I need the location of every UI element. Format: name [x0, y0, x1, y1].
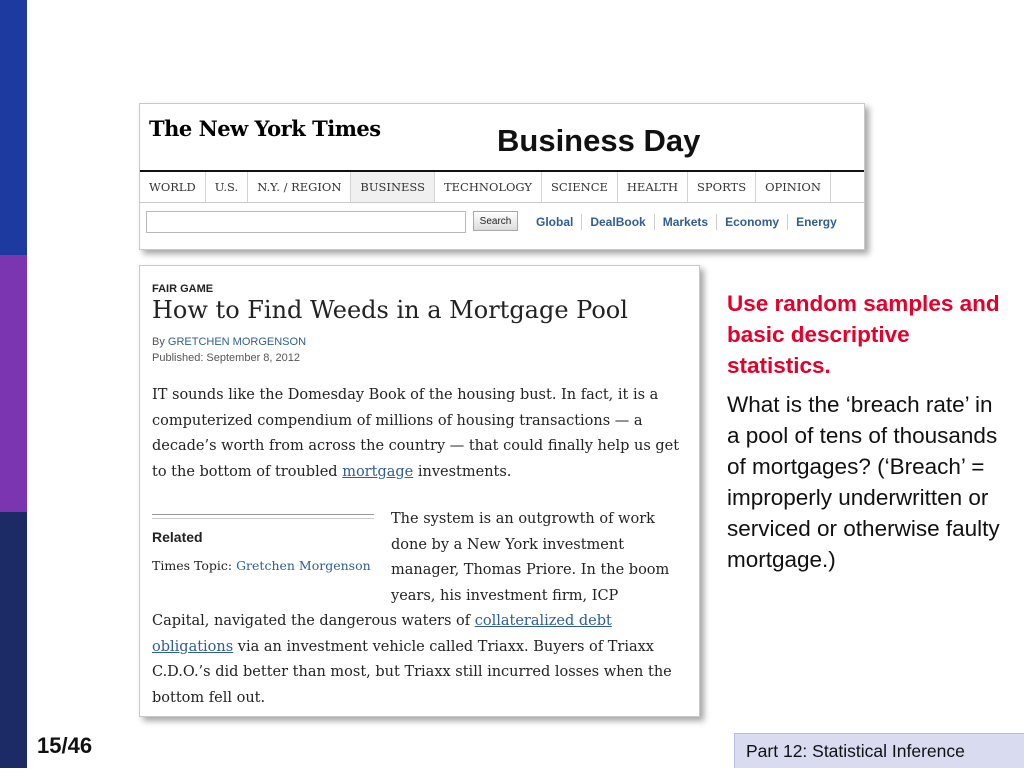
search-input[interactable] — [146, 211, 466, 233]
nav-tab-science[interactable]: SCIENCE — [542, 172, 618, 202]
article-kicker: FAIR GAME — [152, 283, 214, 295]
related-topic-prefix: Times Topic: — [152, 558, 237, 573]
sidebar-segment-blue — [0, 0, 27, 255]
subnav-economy[interactable]: Economy — [717, 214, 788, 230]
section-nav — [140, 172, 864, 203]
article-paragraph-3 — [152, 609, 692, 711]
para3-end: via an investment vehicle called Triaxx. Buyers of Triaxx C.D.O.’s did better than most, but Triaxx still incurred losses when the bottom fell out. — [152, 638, 672, 706]
search-button[interactable]: Search — [473, 211, 518, 231]
article-paragraph-2: The system is an outgrowth of work done by a New York investment manager, Thomas Priore. In the boom years, his investment firm, ICP — [391, 511, 670, 604]
subnav-dealbook[interactable]: DealBook — [582, 214, 654, 230]
page-number: 15/46 — [37, 733, 93, 758]
related-heading: Related — [152, 529, 203, 545]
callout-body: What is the ‘breach rate’ in a pool of tens of thousands of mortgages? (‘Breach’ = improperly underwritten or serviced or otherwise faulty mortgage.) — [727, 392, 1000, 572]
nyt-logo[interactable]: The New York Times — [149, 116, 381, 141]
nav-tab-technology[interactable]: TECHNOLOGY — [435, 172, 542, 202]
nav-tab-ny-region[interactable]: N.Y. / REGION — [248, 172, 351, 202]
article-headline: How to Find Weeds in a Mortgage Pool — [152, 296, 628, 324]
article-byline — [152, 336, 306, 348]
cdo-link[interactable]: collateralized debt obligations — [152, 613, 612, 655]
nav-tab-sports[interactable]: SPORTS — [688, 172, 756, 202]
published-date: Published: September 8, 2012 — [152, 352, 300, 364]
callout-highlight: Use random samples and basic descriptive statistics. — [727, 291, 1000, 378]
para1-end: investments. — [413, 463, 512, 480]
related-divider — [152, 514, 374, 519]
nav-tab-business[interactable]: BUSINESS — [351, 172, 435, 202]
nav-tab-health[interactable]: HEALTH — [618, 172, 688, 202]
nav-tab-world[interactable]: WORLD — [140, 172, 206, 202]
subnav-energy[interactable]: Energy — [796, 215, 837, 229]
para1-text: IT sounds like the Domesday Book of the housing bust. In fact, it is a computerized compendium of millions of housing transactions — a decade’s worth from across the country — that could finally help us get to the bottom of troubled — [152, 387, 680, 480]
sub-navigation — [528, 214, 845, 230]
left-color-bar — [0, 0, 27, 768]
article-screenshot — [139, 265, 700, 717]
para3-start: Capital, navigated the dangerous waters of — [152, 613, 475, 629]
related-topic — [152, 558, 371, 573]
mortgage-link[interactable]: mortgage — [342, 463, 414, 480]
article-paragraph-1 — [152, 383, 687, 485]
nav-tab-opinion[interactable]: OPINION — [756, 172, 831, 202]
callout-text — [727, 288, 1002, 575]
footer-label: Part 12: Statistical Inference — [734, 733, 1024, 768]
byline-prefix: By — [152, 336, 168, 348]
subnav-global[interactable]: Global — [528, 214, 582, 230]
related-topic-link[interactable]: Gretchen Morgenson — [236, 558, 371, 573]
author-link[interactable]: GRETCHEN MORGENSON — [167, 336, 307, 348]
nyt-header-screenshot — [139, 103, 865, 250]
sidebar-segment-navy — [0, 512, 27, 768]
sidebar-segment-purple — [0, 255, 27, 512]
section-title: Business Day — [497, 123, 701, 158]
subnav-markets[interactable]: Markets — [655, 214, 717, 230]
nav-tab-us[interactable]: U.S. — [206, 172, 248, 202]
